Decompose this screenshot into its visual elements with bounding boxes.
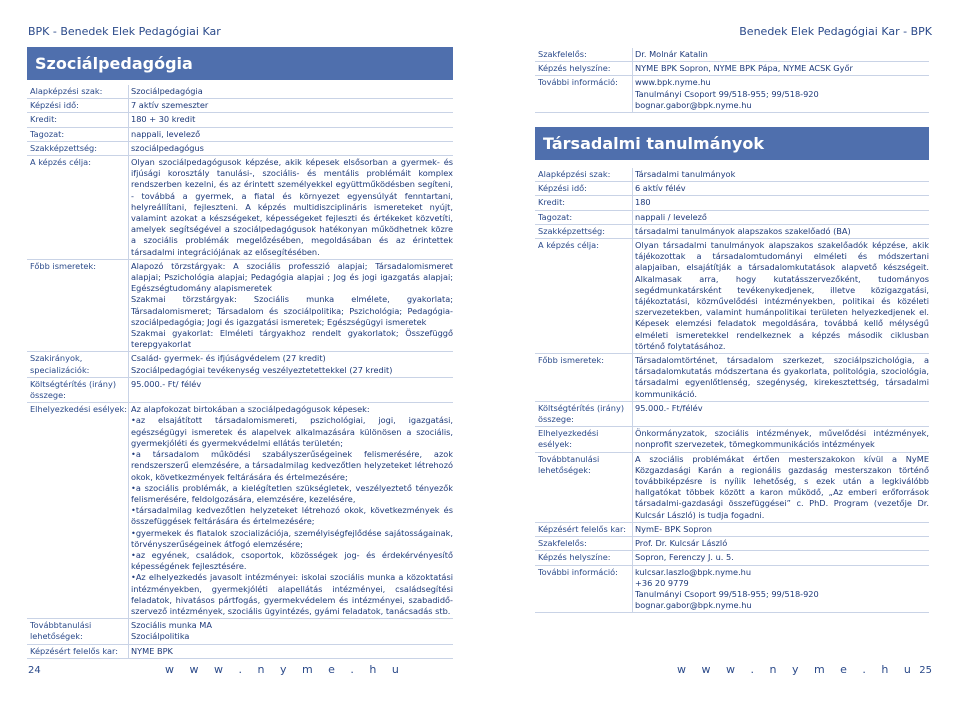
row-label: Tagozat: [30, 128, 65, 139]
value-line[interactable]: kulcsar.laszlo@bpk.nyme.hu [635, 566, 752, 577]
value-line: 95.000.- Ft/félév [635, 402, 703, 413]
row-label: További információ: [538, 77, 618, 88]
right-header: Benedek Elek Pedagógiai Kar - BPK [739, 25, 932, 38]
row-value [632, 62, 929, 75]
info-row [535, 239, 929, 354]
info-row [535, 566, 929, 614]
value-line[interactable]: www.bpk.nyme.hu [635, 77, 711, 88]
row-value [632, 427, 929, 451]
row-value [128, 260, 453, 352]
info-row [535, 453, 929, 523]
row-label: Szakfelelős: [538, 49, 587, 59]
value-line: Szociális munka MA [131, 620, 212, 631]
row-label: A képzés célja: [538, 240, 599, 251]
info-row [535, 168, 929, 182]
info-row [27, 99, 453, 113]
row-label: Szakirányok, specializációk: [30, 353, 90, 375]
value-line: Olyan szociálpedagógusok képzése, akik képesek elsősorban a gyermek- és ifjúsági korosztály tanulási-, szociális- és mentális problémáit komplex rendszerben kezelni, és az érintett személyekkel együttműködésben segíteni, - továbbá a gyermek, a fiatal és környezet egyensúlyát fenntartani, helyreállítani, fejleszteni. A képzés multidiszciplináris ismereteket nyújt, valamint azokat a készségeket, képességeket fejleszti és értékeket közvetíti, amelyek segítségével a szociálpedagógusok hatékonyan működhetnek közre a szociális problémák megelőzésében, megoldásában és az érintettek társadalmi integrációjának az elősegítésében. [131, 157, 453, 257]
row-value [632, 196, 929, 209]
value-line: Szociálpedagógiai tevékenység veszélyeztetettekkel (27 kredit) [131, 364, 393, 375]
row-value [632, 523, 929, 536]
value-line: Tanulmányi Csoport 99/518-955; 99/518-920 [635, 88, 819, 99]
row-value [632, 354, 929, 401]
value-line: Szakmai gyakorlat: Elméleti tárgyakhoz rendelt gyakorlatok; Összefüggő terepgyakorlat [131, 328, 453, 350]
info-row [535, 196, 929, 210]
value-line: •a szociális problémák, a kielégítetlen szükségletek, veszélyeztető tényezők felismerésére, feldolgozására, elemzésére, kezelésére, [131, 482, 453, 504]
row-value [632, 453, 929, 522]
value-line: szociálpedagógus [131, 142, 204, 153]
row-value [128, 128, 453, 141]
info-row [535, 427, 929, 452]
value-line: A szociális problémákat értően mesterszakokon kívül a NyME Közgazdasági Karán a regionális gazdaság mesterszakon történő továbbiképzésre is nyílik lehetőség, s ezek után a legkiválóbb hallgatókat többek között a karon működő, „Az emberi erőforrások társadalmi-gazdasági összefüggései” c. PhD. Program (vezetője Dr. Kulcsár László) is tudja fogadni. [635, 453, 929, 520]
row-label: A képzés célja: [30, 157, 91, 168]
info-row [27, 128, 453, 142]
row-label: Képzési idő: [538, 183, 587, 194]
value-line: Dr. Molnár Katalin [635, 49, 708, 59]
row-label: Költségtérítés (irány) összege: [538, 402, 625, 425]
left-page-number: 24 [28, 665, 41, 676]
info-row [27, 113, 453, 127]
row-value [128, 156, 453, 259]
info-row [535, 62, 929, 76]
row-label: Képzés helyszíne: [538, 552, 611, 563]
row-value [128, 352, 453, 376]
row-value [128, 99, 453, 112]
info-row [535, 402, 929, 427]
info-row [535, 523, 929, 537]
value-line: társadalmi tanulmányok alapszakos szakelőadó (BA) [635, 225, 851, 236]
left-header: BPK - Benedek Elek Pedagógiai Kar [28, 25, 221, 38]
row-label: Tagozat: [538, 211, 573, 222]
value-line: Sopron, Ferenczy J. u. 5. [635, 552, 734, 563]
value-line: Szakmai törzstárgyak: Szociális munka elmélete, gyakorlata; Társadalomismeret; Társadalom és szociálpolitika; Pszichológia; Pedagógia- szociálpedagógia; Jogi és igazgatási ismeretek; Egészségügyi ismeretek [131, 294, 453, 327]
info-row [535, 354, 929, 402]
info-row [535, 211, 929, 225]
value-line: +36 20 9779 [635, 577, 689, 588]
row-label: Elhelyezkedési esélyek: [538, 428, 599, 450]
row-label: Alapképzési szak: [30, 86, 103, 96]
right-footer-url[interactable]: w w w . n y m e . h u [677, 663, 917, 676]
row-label: Költségtérítés (irány) összege: [30, 378, 117, 401]
row-label: További információ: [538, 566, 618, 577]
value-line: •Az elhelyezkedés javasolt intézményei: iskolai szociális munka a közoktatási intézményekben, gyermekjóléti alapellátás intézményei, családsegítési feladatok, hivatásos pártfogás, gyermekvédelem és intézményei, szabadidő-szervező intézmények, szociális ügyintézés, gyámi feladatok, tanácsadás stb. [131, 572, 453, 616]
info-row [535, 182, 929, 196]
row-value [632, 48, 929, 61]
row-label: Kredit: [30, 114, 58, 125]
info-row [27, 85, 453, 99]
row-value [128, 645, 453, 658]
row-label: Továbbtanulási lehetőségek: [538, 453, 600, 475]
left-program-title: Szociálpedagógia [27, 47, 453, 80]
row-value [632, 537, 929, 550]
row-value [128, 378, 453, 402]
right-program-title: Társadalmi tanulmányok [535, 127, 929, 160]
value-line: •az elsajátított társadalomismereti, pszichológiai, jogi, igazgatási, egészségügyi ismeretek és alapelvek alkalmazására különösen a szociális, gyermekjóléti és gyermekvédelmi ellátás területén; [131, 415, 453, 448]
value-line[interactable]: bognar.gabor@bpk.nyme.hu [635, 600, 752, 611]
value-line: nappali / levelező [635, 211, 707, 222]
info-row [535, 76, 929, 113]
value-line: NymE- BPK Sopron [635, 523, 712, 534]
row-label: Szakképzettség: [538, 225, 605, 236]
row-label: Továbbtanulási lehetőségek: [30, 620, 92, 642]
value-line: Család- gyermek- és ifjúságvédelem (27 kredit) [131, 353, 326, 364]
row-value [128, 619, 453, 643]
value-line: Az alapfokozat birtokában a szociálpedagógusok képesek: [131, 404, 370, 415]
value-line: 180 [635, 197, 651, 208]
row-value [632, 182, 929, 195]
row-label: Képzés helyszíne: [538, 63, 611, 74]
info-row [535, 551, 929, 565]
row-value [632, 566, 929, 613]
value-line: nappali, levelező [131, 128, 201, 139]
right-program-table [535, 168, 929, 613]
info-row [535, 537, 929, 551]
info-row [27, 403, 453, 619]
value-line: •társadalmilag kedvezőtlen helyzeteket létrehozó okok, következmények és összefüggések feltárására és értelmezésére; [131, 505, 453, 527]
row-label: Alapképzési szak: [538, 169, 611, 179]
row-label: Képzésért felelős kar: [30, 645, 118, 656]
row-value [128, 113, 453, 126]
row-value [128, 85, 453, 98]
row-value [632, 211, 929, 224]
row-value [632, 402, 929, 426]
value-line: •az egyének, családok, csoportok, közösségek jog- és érdekérvényesítő képességének fejlesztésére. [131, 549, 453, 572]
value-line: Szociálpolitika [131, 631, 190, 642]
row-label: Képzésért felelős kar: [538, 523, 626, 534]
value-line: 6 aktív félév [635, 183, 686, 194]
row-value [128, 142, 453, 155]
value-line: 180 + 30 kredit [131, 114, 196, 125]
row-value [632, 76, 929, 112]
info-row [27, 619, 453, 644]
value-line: Prof. Dr. Kulcsár László [635, 538, 728, 549]
value-line: •gyermekek és fiatalok szocializációja, személyiségfejlődése sajátosságainak, törvényszerűségeinek átfogó elemzésére; [131, 527, 453, 549]
info-row [27, 378, 453, 403]
row-label: Képzési idő: [30, 100, 79, 111]
left-footer-url[interactable]: w w w . n y m e . h u [165, 663, 405, 676]
value-line: Alapozó törzstárgyak: A szociális professzió alapjai; Társadalomismeret alapjai; Pszichológia alapjai; Pedagógia alapjai ; Jog és jogi igazgatás alapjai; Egészségtudomány alapismeretek [131, 260, 453, 294]
value-line: 95.000.- Ft/ félév [131, 378, 202, 389]
value-line: Társadalmi tanulmányok [635, 169, 736, 179]
row-label: Szakképzettség: [30, 142, 97, 153]
value-line: Társadalomtörténet, társadalom szerkezet, szociálpszichológia, a társadalomkutatás módszertana és gyakorlata, politológia, szociológia, társadalmi egyenlőtlenség, szegénység, kirekesztettség, társadalmi kommunikáció. [635, 355, 929, 399]
row-label: Kredit: [538, 197, 566, 208]
value-line: NYME BPK Sopron, NYME BPK Pápa, NYME ACSK Győr [635, 63, 853, 74]
value-line: NYME BPK [131, 645, 173, 656]
info-row [27, 352, 453, 377]
info-row [27, 645, 453, 659]
info-row [27, 142, 453, 156]
value-line: Szociálpedagógia [131, 86, 203, 96]
row-label: Főbb ismeretek: [538, 355, 604, 366]
value-line: Olyan társadalmi tanulmányok alapszakos szakelőadók képzése, akik tájékozottak a társadalomtudományi elméleti és módszertani alapjaiban, elsajátítják a társadalomkutatások alapvető készségeit. Alkalmasak arra, hogy kutatásszervezőként, tudományos segédmunkatársként tevékenykedjenek, illetve közigazgatási, tájékoztatási, közművelődési intézményekben, politikai és közéleti szervezetekben, valamint humánpolitikai területen helyezkedjenek el. Képesek elemzési feladatok megoldására, továbbá kellő mélységű elméleti ismeretekkel rendelkeznek a képzés második ciklusban történő folytatásához. [635, 240, 929, 351]
row-value [632, 168, 929, 181]
info-row [535, 225, 929, 239]
row-value [128, 403, 453, 618]
value-line: Önkormányzatok, szociális intézmények, művelődési intézmények, nonprofit szervezetek, tömegkommunikációs intézmények [635, 428, 929, 450]
right-page-number: 25 [919, 665, 932, 676]
value-line[interactable]: bognar.gabor@bpk.nyme.hu [635, 99, 752, 110]
row-label: Szakfelelős: [538, 538, 587, 549]
value-line: Tanulmányi Csoport 99/518-955; 99/518-920 [635, 588, 819, 599]
value-line: •a társadalom működési szabályszerűségeinek felismerésére, azok rendszerszerű elemzésére, a társadalmilag kedvezőtlen helyzeteket létrehozó okok, következmények feltárására és értelmezésére; [131, 449, 453, 482]
row-value [632, 551, 929, 564]
row-label: Főbb ismeretek: [30, 260, 96, 271]
row-value [632, 239, 929, 353]
value-line: 7 aktív szemeszter [131, 100, 209, 111]
left-program-table [27, 85, 453, 659]
info-row [27, 156, 453, 260]
row-value [632, 225, 929, 238]
info-row [27, 260, 453, 353]
right-top-table [535, 48, 929, 113]
row-label: Elhelyezkedési esélyek: [30, 404, 127, 415]
info-row [535, 48, 929, 62]
